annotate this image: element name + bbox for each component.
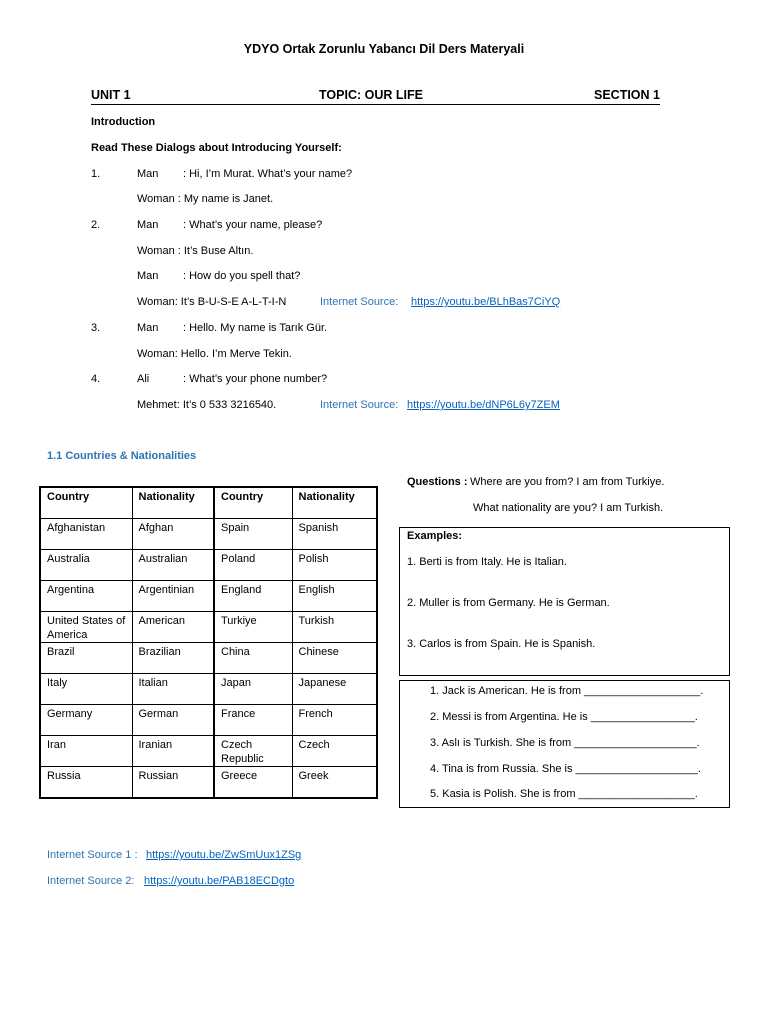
dialog-2-number: 2. [91, 219, 101, 231]
internet-source-1-link[interactable]: https://youtu.be/ZwSmUux1ZSg [146, 849, 302, 861]
table-header-cell: Country [40, 487, 132, 519]
dialog-1-speaker: Man [137, 168, 159, 180]
table-cell: Brazil [40, 643, 132, 674]
dialog-3-line: : Hello. My name is Tarık Gür. [183, 322, 328, 334]
table-cell: Japanese [292, 674, 377, 705]
table-cell: China [214, 643, 292, 674]
dialog-2-source-label: Internet Source: [320, 296, 399, 308]
exercise-item[interactable]: 2. Messi is from Argentina. He is _________________. [430, 711, 698, 723]
table-header-cell: Nationality [132, 487, 214, 519]
table-cell: Czech [292, 736, 377, 767]
exercise-item[interactable]: 1. Jack is American. He is from ___________________. [430, 685, 704, 697]
table-cell: Spanish [292, 519, 377, 550]
table-cell: Spain [214, 519, 292, 550]
table-cell: Japan [214, 674, 292, 705]
topic-label: TOPIC: OUR LIFE [319, 88, 423, 102]
table-cell: Brazilian [132, 643, 214, 674]
dialog-2-speaker: Man [137, 219, 159, 231]
dialog-3-number: 3. [91, 322, 101, 334]
table-cell: Chinese [292, 643, 377, 674]
table-cell: Russia [40, 767, 132, 799]
questions-label: Questions : [407, 476, 468, 488]
question-1: Where are you from? I am from Turkiye. [470, 476, 665, 488]
table-cell: Australia [40, 550, 132, 581]
dialog-1-number: 1. [91, 168, 101, 180]
table-cell: Germany [40, 705, 132, 736]
example-item: 2. Muller is from Germany. He is German. [407, 597, 610, 609]
dialog-1-reply: Woman : My name is Janet. [137, 193, 274, 205]
section-heading-countries: 1.1 Countries & Nationalities [47, 450, 197, 462]
table-cell: Greek [292, 767, 377, 799]
table-cell: Turkiye [214, 612, 292, 643]
table-header-cell: Nationality [292, 487, 377, 519]
table-cell: Poland [214, 550, 292, 581]
table-cell: Turkish [292, 612, 377, 643]
table-cell: French [292, 705, 377, 736]
countries-nationalities-table [39, 486, 378, 799]
table-cell: Russian [132, 767, 214, 799]
table-cell: Polish [292, 550, 377, 581]
dialog-4-speaker: Ali [137, 373, 150, 385]
table-cell: Greece [214, 767, 292, 799]
table-row [40, 705, 377, 736]
section-label: SECTION 1 [594, 88, 660, 102]
unit-header [91, 88, 660, 105]
dialog-4-line: : What’s your phone number? [183, 373, 328, 385]
dialog-1-line: : Hi, I’m Murat. What’s your name? [183, 168, 353, 180]
exercise-item[interactable]: 4. Tina is from Russia. She is ____________________. [430, 763, 701, 775]
table-cell: German [132, 705, 214, 736]
dialog-2-speaker-2: Man [137, 270, 159, 282]
table-header-cell: Country [214, 487, 292, 519]
table-row [40, 643, 377, 674]
exercise-item[interactable]: 3. Aslı is Turkish. She is from ____________________. [430, 737, 700, 749]
dialog-2-source-link[interactable]: https://youtu.be/BLhBas7CiYQ [411, 296, 561, 308]
table-header-row [40, 487, 377, 519]
table-cell: Australian [132, 550, 214, 581]
table-cell: English [292, 581, 377, 612]
table-cell: American [132, 612, 214, 643]
unit-label: UNIT 1 [91, 88, 131, 102]
table-cell: Czech Republic [214, 736, 292, 767]
table-cell: Argentina [40, 581, 132, 612]
dialog-2-reply: Woman : It’s Buse Altın. [137, 245, 254, 257]
table-row [40, 767, 377, 799]
dialog-4-source-label: Internet Source: [320, 399, 399, 411]
internet-source-2-link[interactable]: https://youtu.be/PAB18ECDgto [144, 875, 295, 887]
examples-heading: Examples: [407, 530, 463, 542]
table-row [40, 736, 377, 767]
dialog-2-reply-2: Woman: It’s B-U-S-E A-L-T-I-N [137, 296, 287, 308]
internet-source-1-label: Internet Source 1 : [47, 849, 138, 861]
internet-source-2-label: Internet Source 2: [47, 875, 135, 887]
table-row [40, 674, 377, 705]
table-cell: Iranian [132, 736, 214, 767]
table-cell: Argentinian [132, 581, 214, 612]
example-item: 3. Carlos is from Spain. He is Spanish. [407, 638, 596, 650]
dialog-4-number: 4. [91, 373, 101, 385]
table-cell: Afghan [132, 519, 214, 550]
table-cell: Iran [40, 736, 132, 767]
question-2: What nationality are you? I am Turkish. [473, 502, 664, 514]
table-cell: Italian [132, 674, 214, 705]
dialog-2-line: : What’s your name, please? [183, 219, 323, 231]
dialog-4-reply: Mehmet: It’s 0 533 3216540. [137, 399, 277, 411]
exercise-item[interactable]: 5. Kasia is Polish. She is from ___________________. [430, 788, 698, 800]
table-cell: Afghanistan [40, 519, 132, 550]
table-row [40, 519, 377, 550]
table-cell: England [214, 581, 292, 612]
example-item: 1. Berti is from Italy. He is Italian. [407, 556, 567, 568]
dialogs-instruction: Read These Dialogs about Introducing Yourself: [91, 142, 342, 154]
table-cell: France [214, 705, 292, 736]
dialog-2-line-2: : How do you spell that? [183, 270, 301, 282]
table-cell: United States of America [40, 612, 132, 643]
dialog-3-speaker: Man [137, 322, 159, 334]
table-row [40, 612, 377, 643]
dialog-3-reply: Woman: Hello. I’m Merve Tekin. [137, 348, 292, 360]
table-row [40, 550, 377, 581]
document-title: YDYO Ortak Zorunlu Yabancı Dil Ders Materyali [243, 42, 525, 56]
exercise-box [399, 680, 730, 808]
dialog-4-source-link[interactable]: https://youtu.be/dNP6L6y7ZEM [407, 399, 560, 411]
table-cell: Italy [40, 674, 132, 705]
examples-box [399, 527, 730, 676]
table-row [40, 581, 377, 612]
introduction-heading: Introduction [91, 116, 156, 128]
